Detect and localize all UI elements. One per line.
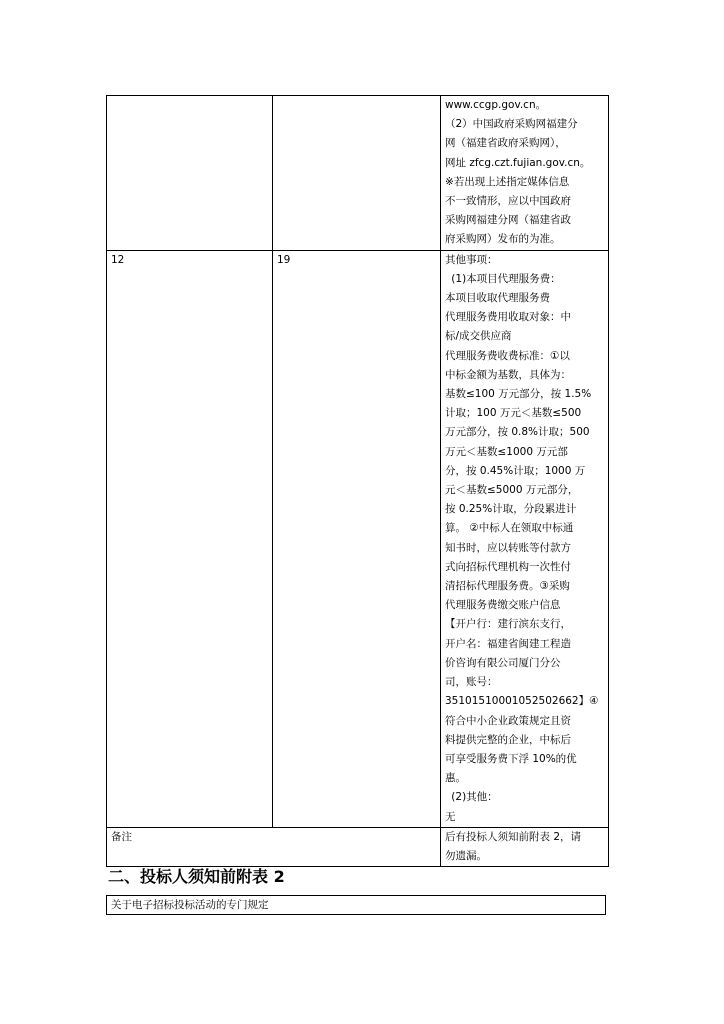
text-line: 开户名：福建省闽建工程造: [445, 637, 571, 650]
table-row: [107, 96, 609, 251]
text-line: 清招标代理服务费。③采购: [445, 580, 570, 593]
text-line: www.ccgp.gov.cn。: [445, 99, 547, 111]
cell-media-info: [441, 96, 609, 251]
bidder-instructions-table: [106, 95, 609, 867]
section-heading: 二、投标人须知前附表 2: [108, 867, 285, 886]
text-line: 无: [445, 810, 456, 823]
text-line: ※若出现上述指定媒体信息: [445, 175, 570, 188]
text-line: 代理服务费缴交账户信息: [445, 599, 561, 612]
text-line: 不一致情形，应以中国政府: [445, 195, 571, 208]
text-line: 【开户行：建行滨东支行，: [445, 618, 571, 631]
text-line: 万元部分，按 0.8%计取；500: [445, 426, 590, 439]
text-line: 勿遗漏。: [445, 849, 487, 862]
text-line: 可享受服务费下浮 10%的优: [445, 752, 577, 765]
text-line: 式向招标代理机构一次性付: [445, 560, 571, 573]
text-line: 其他事项：: [445, 253, 498, 266]
text-line: 采购网福建分网（福建省政: [445, 214, 571, 227]
cell-col1-empty: [107, 96, 273, 251]
text-line: 网址 zfcg.czt.fujian.gov.cn。: [445, 156, 591, 169]
text-line: 料提供完整的企业，中标后: [445, 733, 571, 746]
text-line: 代理服务费收费标准：①以: [445, 349, 570, 362]
cell-remarks-text: [441, 827, 609, 866]
table-row: [107, 827, 609, 866]
text-line: 代理服务费用收取对象：中: [445, 311, 571, 324]
text-line: 标/成交供应商: [445, 330, 512, 343]
text-line: (1)本项目代理服务费：: [451, 272, 561, 285]
text-line: 价咨询有限公司厦门分公: [445, 656, 561, 669]
text-line: 中标金额为基数，具体为：: [445, 368, 571, 381]
text-line: （2）中国政府采购网福建分: [445, 118, 578, 131]
text-line: 基数≤100 万元部分，按 1.5%: [445, 388, 592, 401]
text-line: 分，按 0.45%计取；1000 万: [445, 464, 586, 477]
text-line: 算。 ②中标人在领取中标通: [445, 522, 574, 535]
text-line: 万元＜基数≤1000 万元部: [445, 445, 568, 458]
text-line: 惠。: [445, 772, 466, 785]
text-line: 符合中小企业政策规定且资: [445, 714, 571, 727]
cell-clause-number: 19: [273, 250, 441, 827]
text-line: 知书时，应以转账等付款方: [445, 541, 571, 554]
text-line: 网（福建省政府采购网），: [445, 137, 566, 150]
text-line: 后有投标人须知前附表 2，请: [445, 830, 582, 843]
text-line: (2)其他：: [451, 791, 498, 804]
section-box: 关于电子招标投标活动的专门规定: [106, 895, 606, 915]
cell-remarks-label: 备注: [107, 827, 441, 866]
table-row: [107, 250, 609, 827]
text-line: 35101510001052502662】④: [445, 695, 599, 708]
text-line: 按 0.25%计取，分段累进计: [445, 503, 577, 516]
text-line: 本项目收取代理服务费: [445, 292, 550, 305]
text-line: 元＜基数≤5000 万元部分，: [445, 484, 579, 497]
text-line: 府采购网）发布的为准。: [445, 233, 561, 246]
cell-other-matters: [441, 250, 609, 827]
text-line: 司，账号：: [445, 676, 498, 689]
text-line: 计取；100 万元＜基数≤500: [445, 407, 582, 420]
cell-item-number: 12: [107, 250, 273, 827]
cell-col2-empty: [273, 96, 441, 251]
